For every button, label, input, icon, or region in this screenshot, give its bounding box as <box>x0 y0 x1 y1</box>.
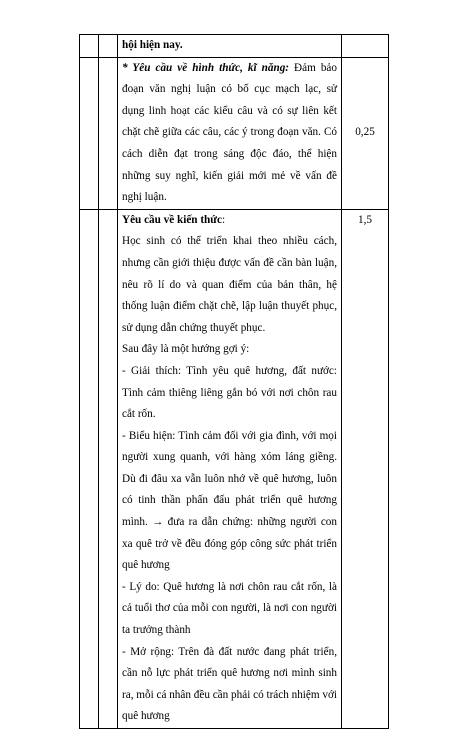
cell-score: 1,5 <box>342 209 389 728</box>
cell-content <box>118 57 342 209</box>
cell-part <box>99 35 118 58</box>
cell-question-number <box>80 35 99 58</box>
form-requirement-heading: * Yêu cầu về hình thức, kĩ năng: <box>122 61 290 74</box>
cell-question-number <box>80 57 99 209</box>
form-requirement-text: Đảm bảo đoạn văn nghị luận có bố cục mạch lạc, sử dụng linh hoạt các kiểu câu và có sự liên kết chặt chẽ giữa các câu, các ý trong đoạn văn. Có cách diễn đạt trong sáng độc đáo, thể hiện những suy nghĩ, kiến giải mới mẻ về vấn đề nghị luận. <box>122 61 337 204</box>
grading-table <box>79 34 389 729</box>
cell-content <box>118 209 342 728</box>
paragraph: - Giải thích: Tình yêu quê hương, đất nước: Tình cảm thiêng liêng gắn bó với nơi chôn rau cắt rốn. <box>122 364 337 421</box>
cell-content <box>118 35 342 58</box>
table-row <box>80 35 389 58</box>
cell-score <box>342 35 389 58</box>
table-row <box>80 57 389 209</box>
knowledge-requirement-heading: Yêu cầu về kiến thức: <box>122 213 226 226</box>
cell-score: 0,25 <box>342 57 389 209</box>
paragraph: - Biểu hiện: Tình cảm đối với gia đình, với mọi người xung quanh, với hàng xóm láng giềng. Dù đi đâu xa vẫn luôn nhớ về quê hương, luôn có tinh thần phấn đấu phát triển quê hương mình. → đưa ra dẫn chứng: những người con xa quê trở về đều đóng góp công sức phát triển quê hương <box>122 429 337 572</box>
form-requirement <box>122 58 337 209</box>
continued-text: hội hiện nay. <box>122 39 183 51</box>
cell-question-number <box>80 209 99 728</box>
paragraph: - Lý do: Quê hương là nơi chôn rau cắt rốn, là cả tuổi thơ của mỗi con người, là nơi con người ta trưởng thành <box>122 580 337 637</box>
paragraph: Học sinh có thể triển khai theo nhiều cách, nhưng cần giới thiệu được vấn đề cần bàn luận, nêu rõ lí do và quan điểm của bản thân, hệ thống luận điểm chặt chẽ, lập luận thuyết phục, sử dụng dẫn chứng thuyết phục. <box>122 235 337 334</box>
paragraph: - Mở rộng: Trên đà đất nước đang phát triển, cần nỗ lực phát triển quê hương nơi mình sinh ra, mỗi cá nhân đều cần phải có trách nhiệm với quê hương <box>122 645 337 723</box>
cell-part <box>99 57 118 209</box>
cell-part <box>99 209 118 728</box>
table-row <box>80 209 389 728</box>
paragraph: Sau đây là một hướng gợi ý: <box>122 343 250 356</box>
